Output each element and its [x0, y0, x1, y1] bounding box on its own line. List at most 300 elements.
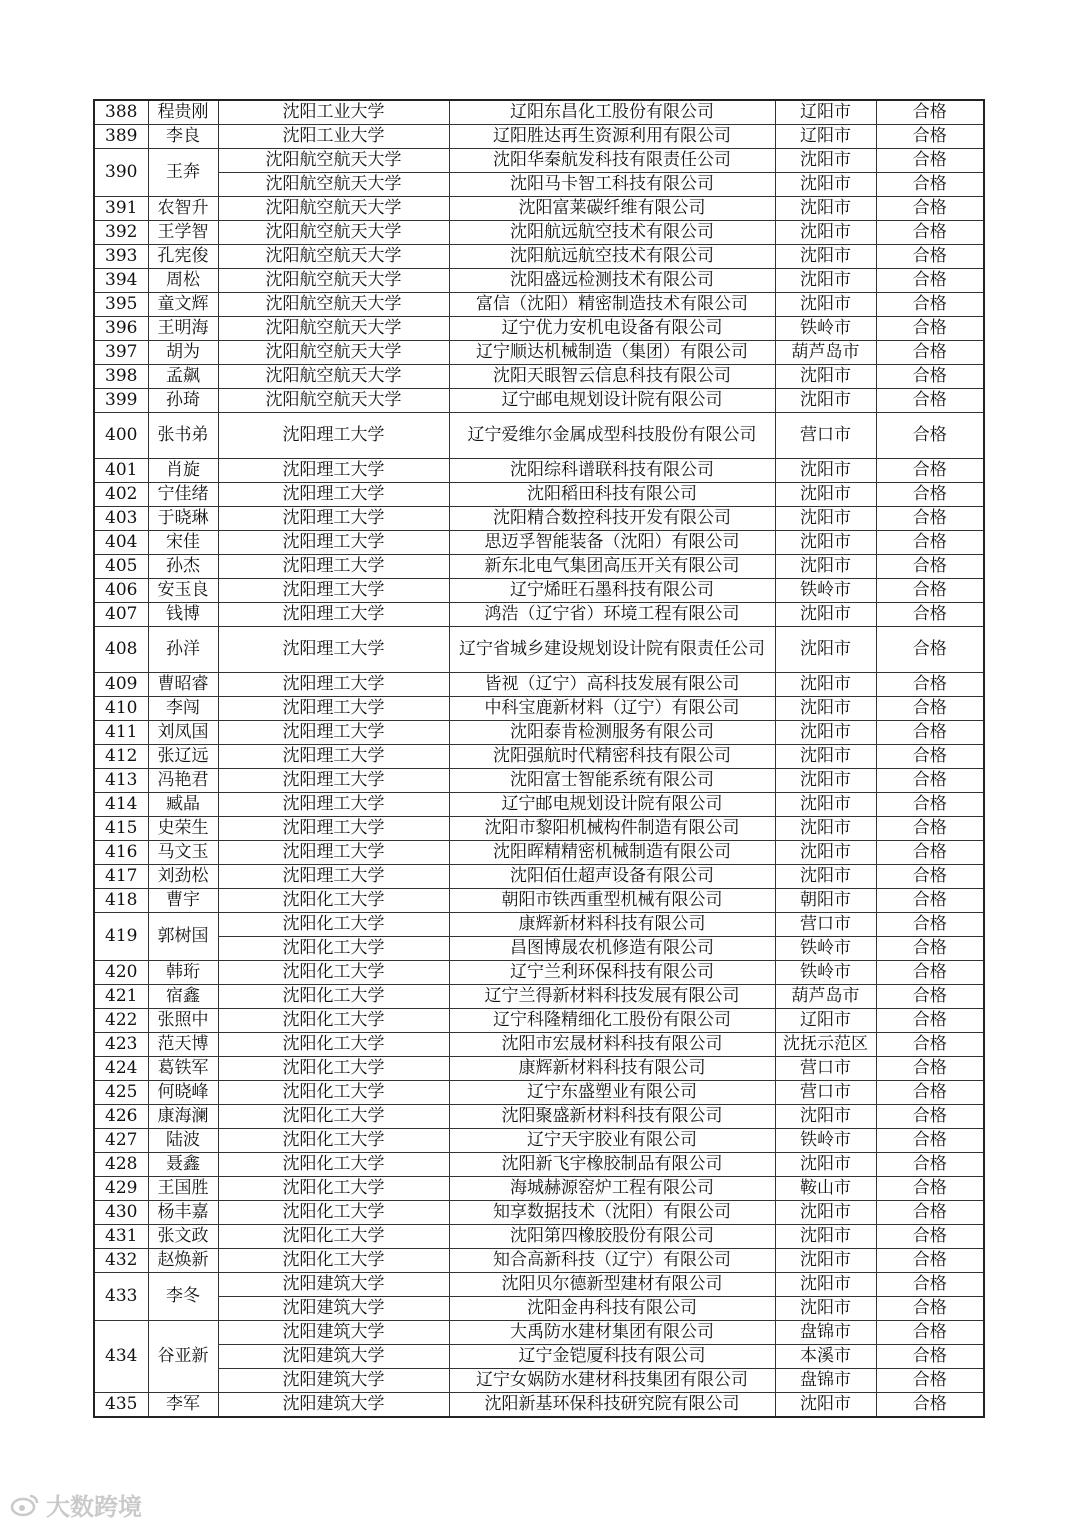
status: 合格 [876, 100, 984, 125]
table-row [94, 627, 984, 673]
city: 沈阳市 [775, 197, 876, 221]
company: 海城赫源窑炉工程有限公司 [449, 1177, 775, 1201]
table-row [94, 1201, 984, 1225]
university: 沈阳理工大学 [218, 745, 449, 769]
status: 合格 [876, 173, 984, 197]
person-name: 安玉良 [148, 579, 218, 603]
university: 沈阳理工大学 [218, 697, 449, 721]
company: 沈阳晖精精密机械制造有限公司 [449, 841, 775, 865]
row-number: 417 [94, 865, 148, 889]
row-number: 435 [94, 1393, 148, 1418]
person-name: 孔宪俊 [148, 245, 218, 269]
university: 沈阳建筑大学 [218, 1321, 449, 1345]
person-name: 农智升 [148, 197, 218, 221]
university: 沈阳建筑大学 [218, 1393, 449, 1418]
row-number: 397 [94, 341, 148, 365]
city: 铁岭市 [775, 937, 876, 961]
city: 沈阳市 [775, 1225, 876, 1249]
row-number: 418 [94, 889, 148, 913]
university: 沈阳化工大学 [218, 961, 449, 985]
city: 营口市 [775, 913, 876, 937]
university: 沈阳建筑大学 [218, 1273, 449, 1297]
table-body [94, 100, 984, 1417]
city: 葫芦岛市 [775, 341, 876, 365]
table-row [94, 341, 984, 365]
university: 沈阳化工大学 [218, 1177, 449, 1201]
company: 沈阳航远航空技术有限公司 [449, 245, 775, 269]
city: 沈阳市 [775, 721, 876, 745]
row-number: 395 [94, 293, 148, 317]
person-name: 杨丰嘉 [148, 1201, 218, 1225]
university: 沈阳航空航天大学 [218, 365, 449, 389]
person-name: 孙洋 [148, 627, 218, 673]
city: 营口市 [775, 1057, 876, 1081]
status: 合格 [876, 673, 984, 697]
status: 合格 [876, 531, 984, 555]
row-number: 392 [94, 221, 148, 245]
city: 沈阳市 [775, 1393, 876, 1418]
city: 沈阳市 [775, 389, 876, 413]
status: 合格 [876, 1177, 984, 1201]
row-number: 415 [94, 817, 148, 841]
person-name: 童文辉 [148, 293, 218, 317]
row-number: 432 [94, 1249, 148, 1273]
university: 沈阳化工大学 [218, 889, 449, 913]
table-row [94, 221, 984, 245]
person-name: 刘劲松 [148, 865, 218, 889]
city: 沈抚示范区 [775, 1033, 876, 1057]
university: 沈阳理工大学 [218, 841, 449, 865]
row-number: 406 [94, 579, 148, 603]
city: 沈阳市 [775, 555, 876, 579]
person-name: 孟飙 [148, 365, 218, 389]
table-row [94, 173, 984, 197]
table-row [94, 149, 984, 173]
university: 沈阳理工大学 [218, 793, 449, 817]
university: 沈阳理工大学 [218, 531, 449, 555]
row-number: 413 [94, 769, 148, 793]
company: 沈阳佰仕超声设备有限公司 [449, 865, 775, 889]
person-name: 肖旋 [148, 459, 218, 483]
row-number: 416 [94, 841, 148, 865]
status: 合格 [876, 149, 984, 173]
status: 合格 [876, 769, 984, 793]
company: 知享数据技术（沈阳）有限公司 [449, 1201, 775, 1225]
table-row [94, 100, 984, 125]
university: 沈阳航空航天大学 [218, 149, 449, 173]
table-row [94, 1249, 984, 1273]
company: 沈阳综科谱联科技有限公司 [449, 459, 775, 483]
row-number: 401 [94, 459, 148, 483]
university: 沈阳理工大学 [218, 673, 449, 697]
table-row [94, 1393, 984, 1418]
table-row [94, 483, 984, 507]
row-number: 402 [94, 483, 148, 507]
status: 合格 [876, 603, 984, 627]
city: 本溪市 [775, 1345, 876, 1369]
city: 沈阳市 [775, 865, 876, 889]
status: 合格 [876, 413, 984, 459]
table-row [94, 1033, 984, 1057]
weibo-logo-icon [10, 1493, 40, 1517]
row-number: 423 [94, 1033, 148, 1057]
university: 沈阳化工大学 [218, 1081, 449, 1105]
city: 沈阳市 [775, 1201, 876, 1225]
row-number: 409 [94, 673, 148, 697]
watermark-text: 大数跨境 [46, 1493, 142, 1521]
person-name: 葛铁军 [148, 1057, 218, 1081]
company: 沈阳泰肯检测服务有限公司 [449, 721, 775, 745]
company: 康辉新材料科技有限公司 [449, 1057, 775, 1081]
status: 合格 [876, 1009, 984, 1033]
status: 合格 [876, 459, 984, 483]
person-name: 康海澜 [148, 1105, 218, 1129]
table-row [94, 1369, 984, 1393]
status: 合格 [876, 1033, 984, 1057]
status: 合格 [876, 125, 984, 149]
company: 辽宁兰得新材料科技发展有限公司 [449, 985, 775, 1009]
person-name: 谷亚新 [148, 1321, 218, 1393]
person-name: 李良 [148, 125, 218, 149]
university: 沈阳工业大学 [218, 100, 449, 125]
company: 沈阳金冉科技有限公司 [449, 1297, 775, 1321]
person-name: 张照中 [148, 1009, 218, 1033]
row-number: 429 [94, 1177, 148, 1201]
university: 沈阳理工大学 [218, 555, 449, 579]
row-number: 391 [94, 197, 148, 221]
person-name: 宿鑫 [148, 985, 218, 1009]
person-name: 宁佳绪 [148, 483, 218, 507]
row-number: 408 [94, 627, 148, 673]
university: 沈阳理工大学 [218, 579, 449, 603]
company: 大禹防水建材集团有限公司 [449, 1321, 775, 1345]
city: 沈阳市 [775, 673, 876, 697]
table-row [94, 913, 984, 937]
company: 鸿浩（辽宁省）环境工程有限公司 [449, 603, 775, 627]
table-row [94, 389, 984, 413]
table-row [94, 793, 984, 817]
university: 沈阳航空航天大学 [218, 293, 449, 317]
status: 合格 [876, 817, 984, 841]
row-number: 390 [94, 149, 148, 197]
university: 沈阳航空航天大学 [218, 269, 449, 293]
row-number: 419 [94, 913, 148, 961]
company: 辽宁女娲防水建材科技集团有限公司 [449, 1369, 775, 1393]
table-row [94, 1345, 984, 1369]
table-row [94, 841, 984, 865]
status: 合格 [876, 1345, 984, 1369]
status: 合格 [876, 793, 984, 817]
table-row [94, 1321, 984, 1345]
row-number: 393 [94, 245, 148, 269]
table-row [94, 125, 984, 149]
status: 合格 [876, 389, 984, 413]
company: 沈阳马卡智工科技有限公司 [449, 173, 775, 197]
university: 沈阳理工大学 [218, 817, 449, 841]
person-name: 张文政 [148, 1225, 218, 1249]
person-name: 郭树国 [148, 913, 218, 961]
company: 皆视（辽宁）高科技发展有限公司 [449, 673, 775, 697]
university: 沈阳理工大学 [218, 603, 449, 627]
person-name: 王奔 [148, 149, 218, 197]
person-name: 冯艳君 [148, 769, 218, 793]
university: 沈阳化工大学 [218, 1225, 449, 1249]
status: 合格 [876, 555, 984, 579]
university: 沈阳航空航天大学 [218, 197, 449, 221]
company: 沈阳天眼智云信息科技有限公司 [449, 365, 775, 389]
university: 沈阳化工大学 [218, 1249, 449, 1273]
university: 沈阳化工大学 [218, 937, 449, 961]
person-name: 马文玉 [148, 841, 218, 865]
company: 沈阳富莱碳纤维有限公司 [449, 197, 775, 221]
company: 沈阳华秦航发科技有限责任公司 [449, 149, 775, 173]
table-row [94, 317, 984, 341]
city: 铁岭市 [775, 317, 876, 341]
city: 沈阳市 [775, 1249, 876, 1273]
table-row [94, 245, 984, 269]
city: 沈阳市 [775, 269, 876, 293]
company: 辽宁顺达机械制造（集团）有限公司 [449, 341, 775, 365]
person-name: 王学智 [148, 221, 218, 245]
company: 辽宁烯旺石墨科技有限公司 [449, 579, 775, 603]
company: 辽宁东盛塑业有限公司 [449, 1081, 775, 1105]
company: 沈阳强航时代精密科技有限公司 [449, 745, 775, 769]
row-number: 425 [94, 1081, 148, 1105]
city: 沈阳市 [775, 507, 876, 531]
row-number: 414 [94, 793, 148, 817]
university: 沈阳航空航天大学 [218, 341, 449, 365]
status: 合格 [876, 483, 984, 507]
person-name: 臧晶 [148, 793, 218, 817]
status: 合格 [876, 1081, 984, 1105]
city: 沈阳市 [775, 245, 876, 269]
status: 合格 [876, 937, 984, 961]
person-name: 宋佳 [148, 531, 218, 555]
city: 沈阳市 [775, 365, 876, 389]
status: 合格 [876, 1105, 984, 1129]
status: 合格 [876, 1225, 984, 1249]
company: 朝阳市铁西重型机械有限公司 [449, 889, 775, 913]
city: 沈阳市 [775, 745, 876, 769]
company: 沈阳聚盛新材料科技有限公司 [449, 1105, 775, 1129]
city: 沈阳市 [775, 793, 876, 817]
company: 沈阳新飞宇橡胶制品有限公司 [449, 1153, 775, 1177]
person-name: 何晓峰 [148, 1081, 218, 1105]
city: 沈阳市 [775, 817, 876, 841]
status: 合格 [876, 507, 984, 531]
table-row [94, 603, 984, 627]
city: 沈阳市 [775, 1297, 876, 1321]
city: 沈阳市 [775, 293, 876, 317]
company: 辽宁邮电规划设计院有限公司 [449, 793, 775, 817]
row-number: 427 [94, 1129, 148, 1153]
person-name: 于晓琳 [148, 507, 218, 531]
table-row [94, 413, 984, 459]
university: 沈阳理工大学 [218, 413, 449, 459]
table-row [94, 889, 984, 913]
company: 昌图博晟农机修造有限公司 [449, 937, 775, 961]
company: 辽阳胜达再生资源利用有限公司 [449, 125, 775, 149]
status: 合格 [876, 627, 984, 673]
person-name: 聂鑫 [148, 1153, 218, 1177]
status: 合格 [876, 317, 984, 341]
company: 沈阳稻田科技有限公司 [449, 483, 775, 507]
university: 沈阳理工大学 [218, 507, 449, 531]
person-name: 李冬 [148, 1273, 218, 1321]
row-number: 426 [94, 1105, 148, 1129]
city: 沈阳市 [775, 1273, 876, 1297]
city: 沈阳市 [775, 627, 876, 673]
row-number: 407 [94, 603, 148, 627]
status: 合格 [876, 889, 984, 913]
status: 合格 [876, 985, 984, 1009]
university: 沈阳化工大学 [218, 1201, 449, 1225]
row-number: 403 [94, 507, 148, 531]
university: 沈阳理工大学 [218, 627, 449, 673]
city: 葫芦岛市 [775, 985, 876, 1009]
company: 沈阳航远航空技术有限公司 [449, 221, 775, 245]
table-row [94, 531, 984, 555]
company: 沈阳市宏晟材料科技有限公司 [449, 1033, 775, 1057]
company: 沈阳富士智能系统有限公司 [449, 769, 775, 793]
row-number: 424 [94, 1057, 148, 1081]
status: 合格 [876, 1369, 984, 1393]
table-row [94, 1177, 984, 1201]
status: 合格 [876, 841, 984, 865]
table-row [94, 293, 984, 317]
row-number: 431 [94, 1225, 148, 1249]
university: 沈阳工业大学 [218, 125, 449, 149]
company: 辽阳东昌化工股份有限公司 [449, 100, 775, 125]
table-row [94, 1057, 984, 1081]
city: 沈阳市 [775, 769, 876, 793]
city: 沈阳市 [775, 841, 876, 865]
city: 盘锦市 [775, 1321, 876, 1345]
company: 沈阳新基环保科技研究院有限公司 [449, 1393, 775, 1418]
university: 沈阳航空航天大学 [218, 245, 449, 269]
person-name: 王明海 [148, 317, 218, 341]
row-number: 388 [94, 100, 148, 125]
person-name: 钱博 [148, 603, 218, 627]
table-row [94, 961, 984, 985]
city: 营口市 [775, 1081, 876, 1105]
table-row [94, 769, 984, 793]
table-row [94, 1225, 984, 1249]
company: 辽宁兰利环保科技有限公司 [449, 961, 775, 985]
table-row [94, 1153, 984, 1177]
status: 合格 [876, 197, 984, 221]
row-number: 420 [94, 961, 148, 985]
company: 知合高新科技（辽宁）有限公司 [449, 1249, 775, 1273]
table-row [94, 1009, 984, 1033]
table-row [94, 507, 984, 531]
row-number: 400 [94, 413, 148, 459]
person-name: 王国胜 [148, 1177, 218, 1201]
row-number: 396 [94, 317, 148, 341]
status: 合格 [876, 1321, 984, 1345]
status: 合格 [876, 1297, 984, 1321]
row-number: 430 [94, 1201, 148, 1225]
university: 沈阳理工大学 [218, 721, 449, 745]
company: 辽宁金铠厦科技有限公司 [449, 1345, 775, 1369]
watermark [10, 1487, 142, 1522]
status: 合格 [876, 1153, 984, 1177]
person-name: 陆波 [148, 1129, 218, 1153]
status: 合格 [876, 245, 984, 269]
city: 沈阳市 [775, 697, 876, 721]
university: 沈阳航空航天大学 [218, 173, 449, 197]
table-row [94, 697, 984, 721]
status: 合格 [876, 1201, 984, 1225]
table-row [94, 673, 984, 697]
city: 沈阳市 [775, 603, 876, 627]
university: 沈阳航空航天大学 [218, 221, 449, 245]
person-name: 周松 [148, 269, 218, 293]
status: 合格 [876, 1057, 984, 1081]
university: 沈阳化工大学 [218, 1129, 449, 1153]
table-row [94, 459, 984, 483]
row-number: 404 [94, 531, 148, 555]
status: 合格 [876, 961, 984, 985]
status: 合格 [876, 341, 984, 365]
table-row [94, 985, 984, 1009]
university: 沈阳理工大学 [218, 769, 449, 793]
company: 沈阳精合数控科技开发有限公司 [449, 507, 775, 531]
recipient-list-table [93, 99, 985, 1418]
university: 沈阳化工大学 [218, 1033, 449, 1057]
company: 中科宝鹿新材料（辽宁）有限公司 [449, 697, 775, 721]
table-row [94, 1129, 984, 1153]
person-name: 韩珩 [148, 961, 218, 985]
row-number: 405 [94, 555, 148, 579]
table-row [94, 197, 984, 221]
status: 合格 [876, 865, 984, 889]
city: 鞍山市 [775, 1177, 876, 1201]
company: 辽宁天宇胶业有限公司 [449, 1129, 775, 1153]
university: 沈阳航空航天大学 [218, 317, 449, 341]
table-row [94, 365, 984, 389]
person-name: 李闯 [148, 697, 218, 721]
city: 盘锦市 [775, 1369, 876, 1393]
city: 沈阳市 [775, 531, 876, 555]
person-name: 史荣生 [148, 817, 218, 841]
table-row [94, 745, 984, 769]
city: 沈阳市 [775, 459, 876, 483]
status: 合格 [876, 365, 984, 389]
row-number: 433 [94, 1273, 148, 1321]
company: 新东北电气集团高压开关有限公司 [449, 555, 775, 579]
table-row [94, 1105, 984, 1129]
person-name: 曹宇 [148, 889, 218, 913]
university: 沈阳化工大学 [218, 1153, 449, 1177]
person-name: 程贵刚 [148, 100, 218, 125]
person-name: 刘凤国 [148, 721, 218, 745]
city: 铁岭市 [775, 961, 876, 985]
row-number: 398 [94, 365, 148, 389]
person-name: 赵焕新 [148, 1249, 218, 1273]
person-name: 张书弟 [148, 413, 218, 459]
table-row [94, 937, 984, 961]
university: 沈阳航空航天大学 [218, 389, 449, 413]
university: 沈阳化工大学 [218, 1009, 449, 1033]
status: 合格 [876, 697, 984, 721]
status: 合格 [876, 221, 984, 245]
city: 沈阳市 [775, 173, 876, 197]
row-number: 389 [94, 125, 148, 149]
status: 合格 [876, 579, 984, 603]
university: 沈阳化工大学 [218, 1105, 449, 1129]
city: 辽阳市 [775, 1009, 876, 1033]
